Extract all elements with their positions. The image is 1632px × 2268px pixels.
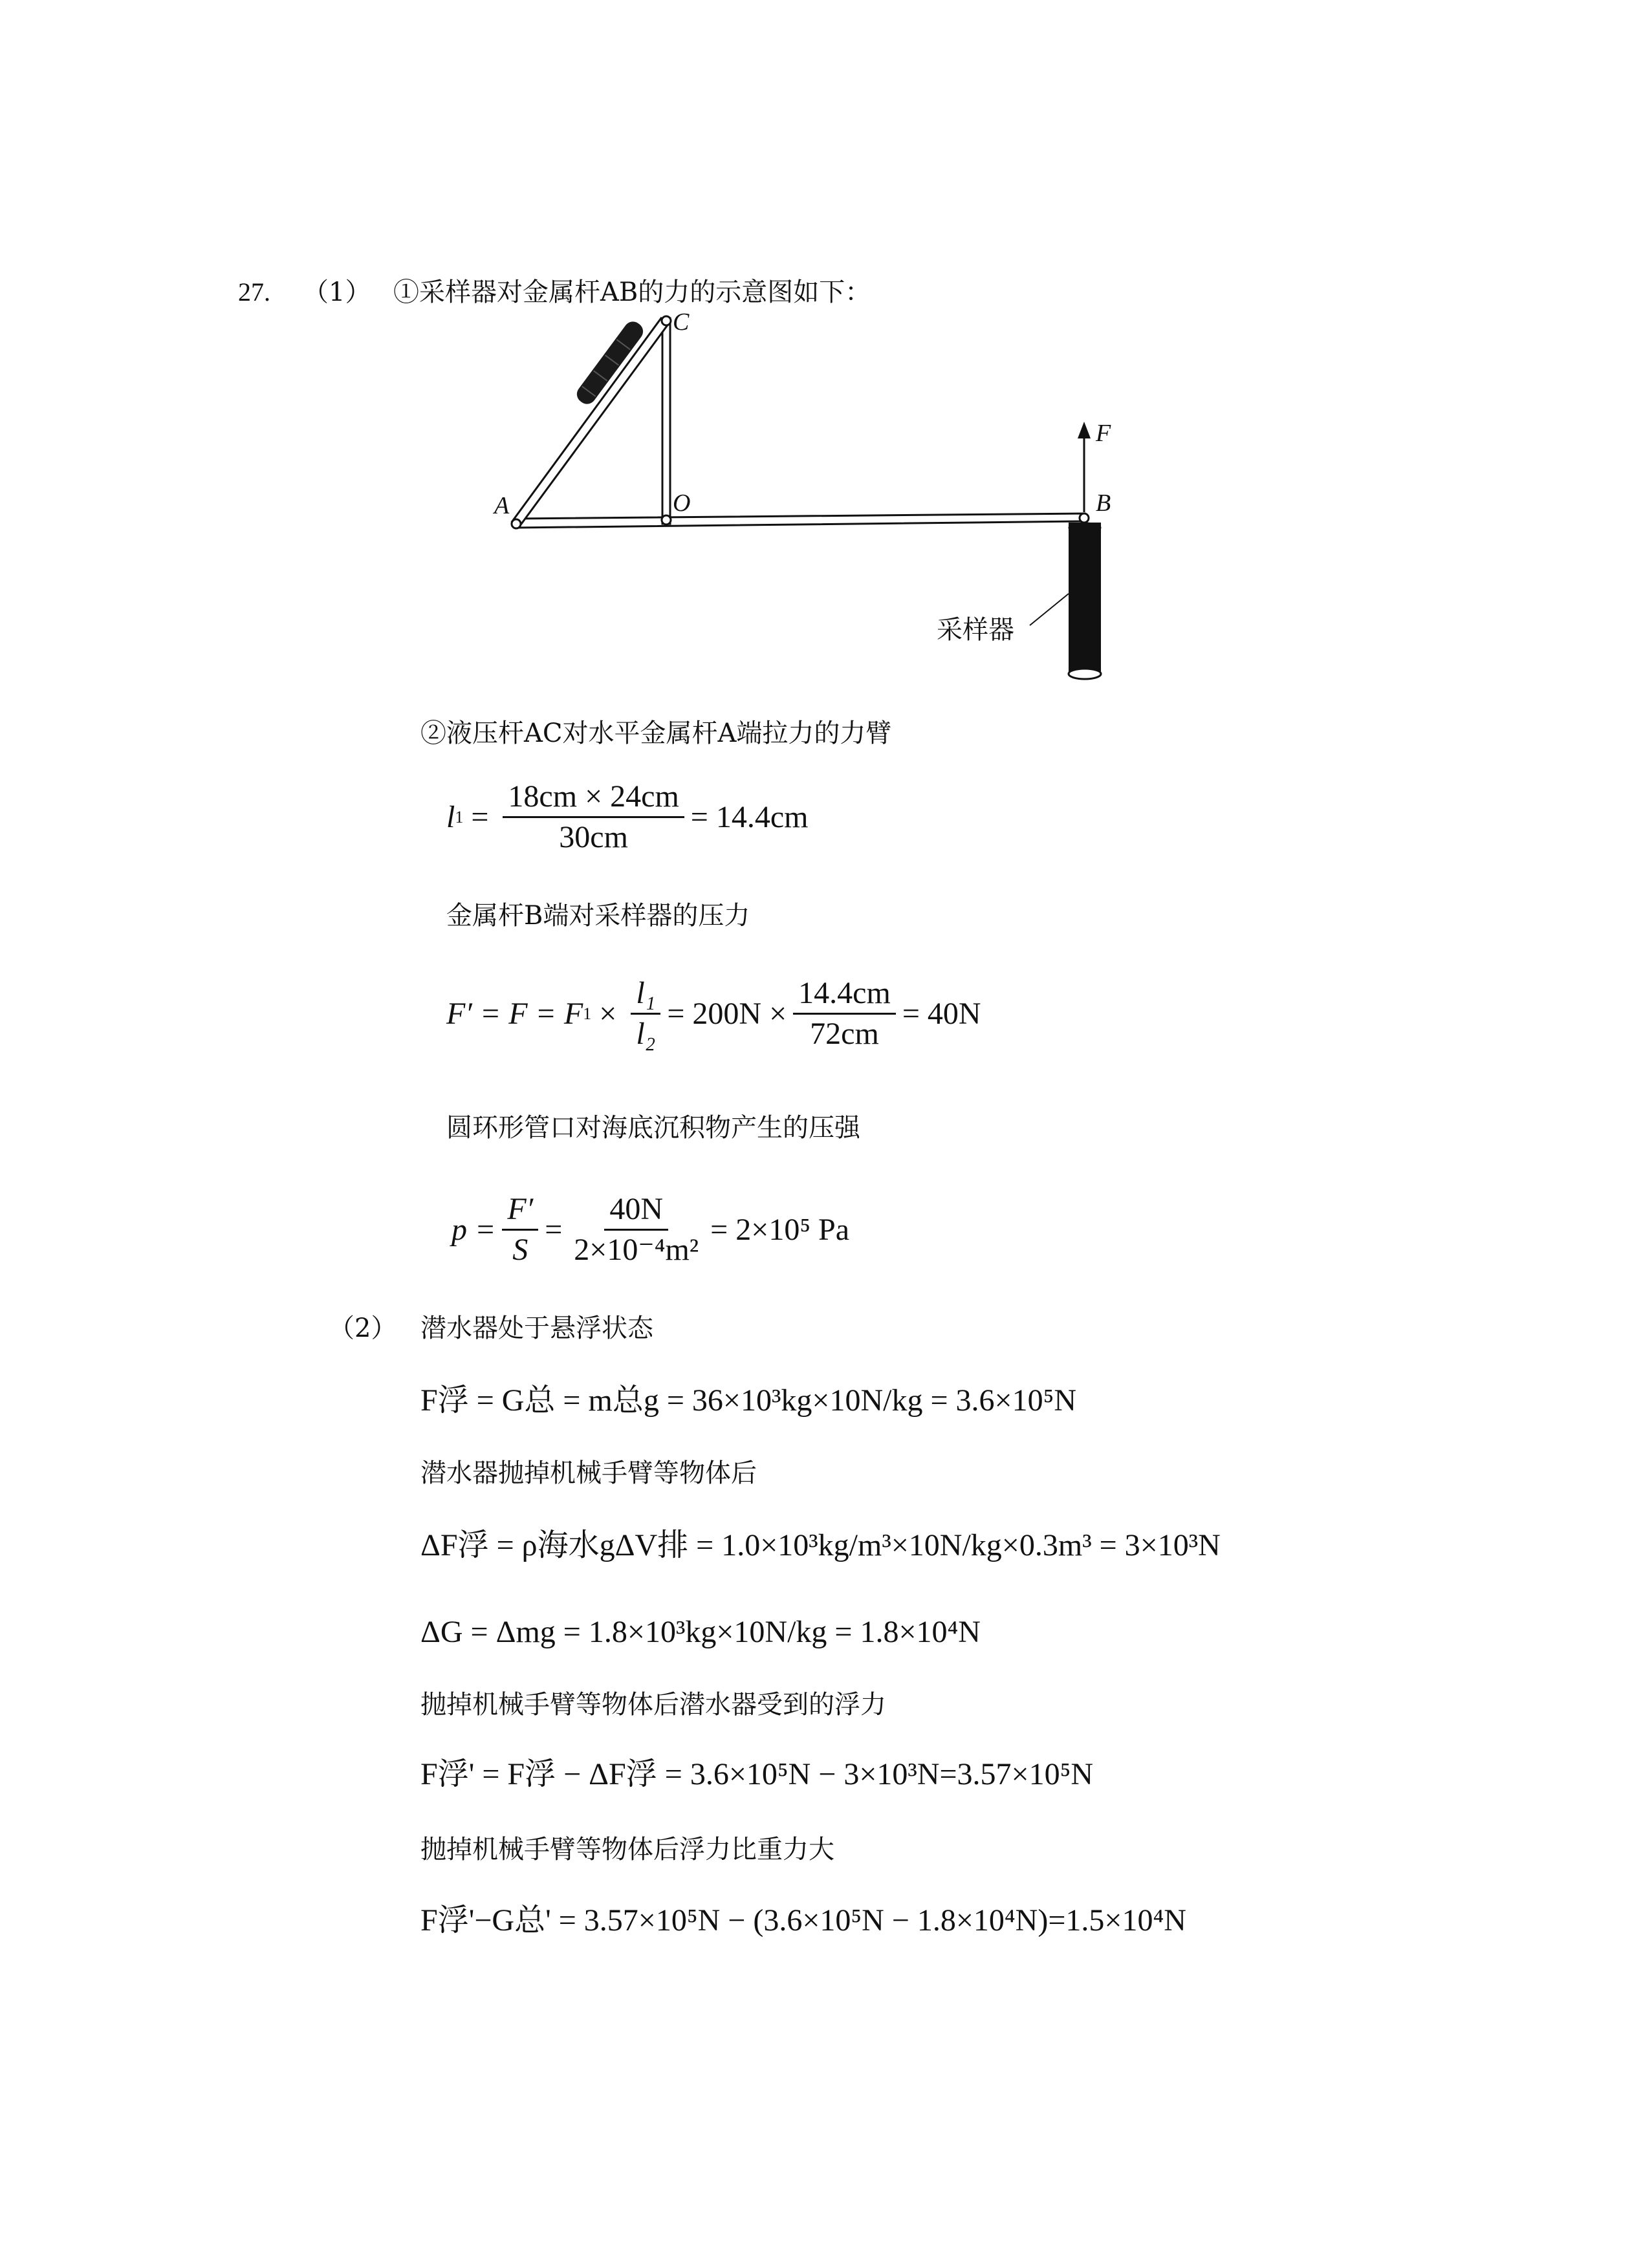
vertical-post-OC (662, 318, 670, 524)
question-number: 27. (238, 277, 270, 307)
eq-l1-result: = 14.4cm (690, 799, 809, 834)
label-C: C (673, 308, 690, 336)
lever-diagram (479, 304, 1164, 686)
eq-F-frac2-num: 14.4cm (793, 978, 896, 1015)
eq-p-eq: = (545, 1212, 563, 1247)
eq-l1-numerator: 18cm × 24cm (503, 781, 684, 818)
metal-rod-AB (515, 513, 1085, 528)
eq-p-frac2-num: 40N (604, 1194, 668, 1231)
label-sampler: 采样器 (937, 615, 1014, 645)
sampler-leader-line (1030, 594, 1069, 625)
equation-l1: l 1 = $\frac{18cm \times 24cm}{30cm}$ = 14.4cm (446, 779, 809, 854)
text-after-drop: 潜水器抛掉机械手臂等物体后 (420, 1458, 757, 1488)
equation-delta-F: ΔF浮 = ρ海水gΔV排 = 1.0×10³kg/m³×10N/kg×0.3m³ = 3×10³N (420, 1528, 1221, 1562)
step2-text: ②液压杆AC对水平金属杆A端拉力的力臂 (420, 718, 892, 748)
eq-p-frac1-den: S (512, 1233, 528, 1267)
eq-p-frac2-den: 2×10⁻⁴m² (574, 1233, 699, 1267)
eq-F-frac2-den: 72cm (810, 1017, 879, 1051)
eq-l1-lhs-sub: 1 (455, 807, 464, 826)
pivot-O (662, 515, 671, 524)
hydraulic-rod-AC (512, 318, 669, 524)
pivot-B (1080, 513, 1089, 523)
eq-p-frac1-num: F′ (502, 1194, 538, 1231)
step1-text: ①采样器对金属杆AB的力的示意图如下： (393, 277, 871, 307)
eq-F-frac1-den: l₂ (636, 1017, 656, 1051)
eq-F-result: = 40N (902, 996, 981, 1031)
eq-p-lhs: p = (452, 1212, 496, 1247)
equation-delta-G: ΔG = Δmg = 1.8×10³kg×10N/kg = 1.8×10⁴N (420, 1615, 981, 1649)
label-F: F (1096, 420, 1111, 447)
pivot-A (512, 519, 521, 528)
text-suspend: 潜水器处于悬浮状态 (420, 1313, 653, 1343)
eq-l1-lhs: l (446, 799, 455, 834)
equation-F: F′ = F = F 1 × $\frac{\text{l₁}}{\text{l₂}}$ = 200N × $\frac{14.4cm}{72cm}$ = 40N (446, 976, 981, 1051)
force-arrow-head (1078, 422, 1091, 438)
pivot-C (662, 316, 671, 325)
text-greater: 抛掉机械手臂等物体后浮力比重力大 (420, 1835, 834, 1864)
part1-label: （1） (303, 277, 371, 307)
equation-p (452, 1194, 849, 1266)
equation-buoyancy: F浮 = G总 = m总g = 36×10³kg×10N/kg = 3.6×10⁵N (420, 1383, 1076, 1418)
label-A: A (494, 492, 510, 519)
label-O: O (673, 490, 691, 517)
text-pressure: 圆环形管口对海底沉积物产生的压强 (446, 1113, 860, 1143)
sampler-body (1069, 528, 1101, 674)
equation-difference: F浮'−G总' = 3.57×10⁵N − (3.6×10⁵N − 1.8×10⁴N)=1.5×10⁴N (420, 1903, 1186, 1938)
eq-p-result: = 2×10⁵ Pa (710, 1212, 850, 1247)
eq-F-frac1-num: l₁ (631, 978, 660, 1015)
text-buoyancy-after: 抛掉机械手臂等物体后潜水器受到的浮力 (420, 1690, 886, 1720)
part2-label: （2） (329, 1313, 397, 1343)
equation-F-new: F浮' = F浮 − ΔF浮 = 3.6×10⁵N − 3×10³N=3.57×10⁵N (420, 1757, 1094, 1791)
eq-F-mid: = 200N × (667, 996, 787, 1031)
sampler-opening (1069, 669, 1101, 679)
eq-l1-denominator: 30cm (559, 820, 628, 854)
eq-F-sub1: 1 (583, 1004, 592, 1023)
eq-F-part1: F′ = F = F (446, 996, 583, 1031)
text-B-pressure: 金属杆B端对采样器的压力 (446, 901, 750, 931)
label-B: B (1096, 490, 1111, 517)
